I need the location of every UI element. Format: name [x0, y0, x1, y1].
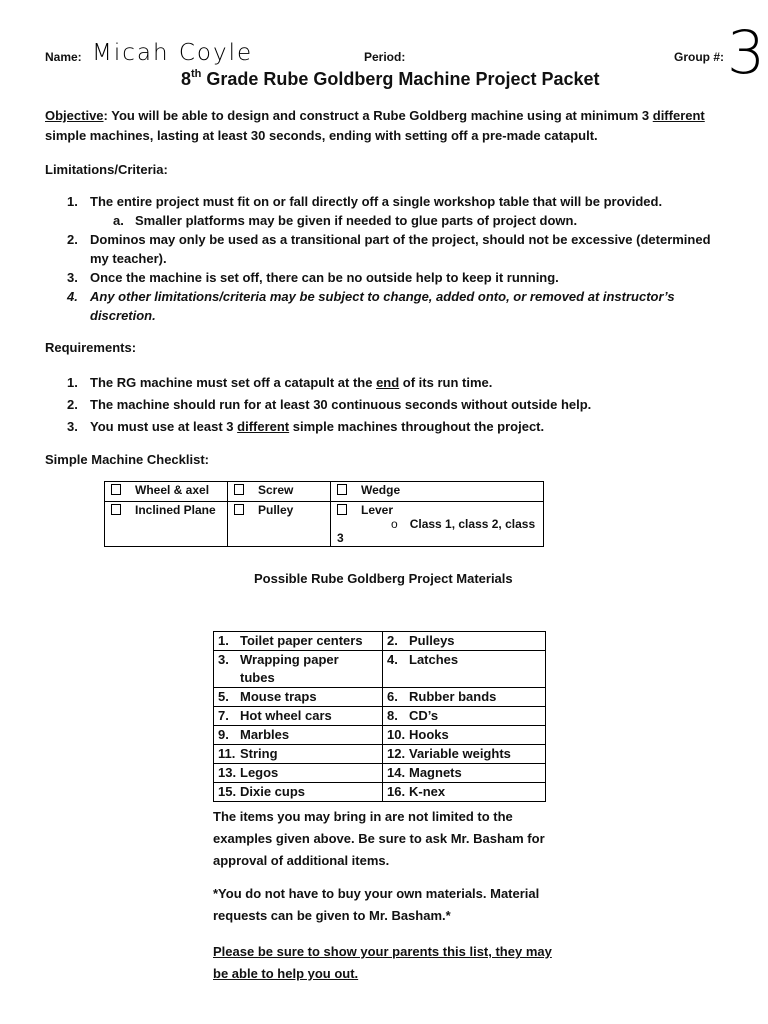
lever-sub-bullet: o: [391, 517, 398, 531]
table-row: 11. String 12. Variable weights: [214, 745, 546, 764]
checklist-item[interactable]: Screw: [228, 482, 331, 502]
checklist-item[interactable]: Pulley: [228, 502, 331, 547]
materials-note-3: Please be sure to show your parents this list, they may be able to help you out.: [213, 944, 552, 981]
materials-note-2: *You do not have to buy your own materials. Material requests can be given to Mr. Basham.*: [213, 886, 540, 923]
checkbox-icon[interactable]: [111, 484, 121, 495]
materials-note-1: The items you may bring in are not limited to the examples given above. Be sure to ask Mr. Basham for approval of additional items.: [213, 809, 545, 868]
checkbox-icon[interactable]: [111, 504, 121, 515]
table-row: 1. Toilet paper centers 2. Pulleys: [214, 632, 546, 651]
checklist-item[interactable]: Wedge: [331, 482, 544, 502]
table-row: 3. Wrapping paper tubes 4. Latches: [214, 651, 546, 688]
list-item: 3. You must use at least 3 different simple machines throughout the project.: [67, 419, 545, 434]
materials-table: [213, 631, 546, 802]
checklist-item[interactable]: Wheel & axel: [105, 482, 228, 502]
page-title: 8th Grade Rube Goldberg Machine Project Packet: [181, 68, 600, 89]
table-row: 9. Marbles 10. Hooks: [214, 726, 546, 745]
checkbox-icon[interactable]: [337, 504, 347, 515]
group-label: Group #:: [674, 50, 724, 64]
table-row: 13. Legos 14. Magnets: [214, 764, 546, 783]
list-item: 3. Once the machine is set off, there can be no outside help to keep it running.: [67, 270, 559, 285]
checklist-heading: Simple Machine Checklist:: [45, 452, 209, 467]
materials-heading: Possible Rube Goldberg Project Materials: [254, 571, 513, 586]
table-row: 5. Mouse traps 6. Rubber bands: [214, 688, 546, 707]
table-row: 7. Hot wheel cars 8. CD’s: [214, 707, 546, 726]
list-item: 2. The machine should run for at least 30 continuous seconds without outside help.: [67, 397, 592, 412]
list-item: 1. The entire project must fit on or fall directly off a single workshop table that will be provided.: [67, 194, 663, 209]
name-label: Name:: [45, 50, 82, 64]
list-item: 1. The RG machine must set off a catapult at the end of its run time.: [67, 375, 493, 390]
objective-paragraph: Objective: You will be able to design and construct a Rube Goldberg machine using at minimum 3 different simple machines, lasting at least 30 seconds, ending with setting off a pre-made catapult.: [45, 108, 705, 143]
list-item: 2. Dominos may only be used as a transitional part of the project, should not be excessive (determined my teacher).: [67, 232, 711, 266]
period-label: Period:: [364, 50, 406, 64]
limitations-heading: Limitations/Criteria:: [45, 162, 168, 177]
requirements-list: [45, 372, 725, 438]
group-number: 3: [727, 18, 766, 88]
table-row: 15. Dixie cups 16. K-nex: [214, 783, 546, 802]
simple-machine-checklist: [104, 481, 544, 547]
checkbox-icon[interactable]: [234, 484, 244, 495]
checklist-item[interactable]: Inclined Plane: [105, 502, 228, 547]
student-name: Micah Coyle: [92, 40, 254, 66]
limitations-list: [45, 192, 725, 325]
requirements-heading: Requirements:: [45, 340, 137, 355]
checkbox-icon[interactable]: [337, 484, 347, 495]
checkbox-icon[interactable]: [234, 504, 244, 515]
checklist-item[interactable]: Lever o Class 1, class 2, class 3: [331, 502, 544, 547]
list-item: a. Smaller platforms may be given if needed to glue parts of project down.: [113, 213, 578, 228]
lever-classes: Class 1, class 2, class 3: [337, 517, 536, 545]
list-item: 4. Any other limitations/criteria may be subject to change, added onto, or removed at instructor’s discretion.: [67, 289, 675, 323]
